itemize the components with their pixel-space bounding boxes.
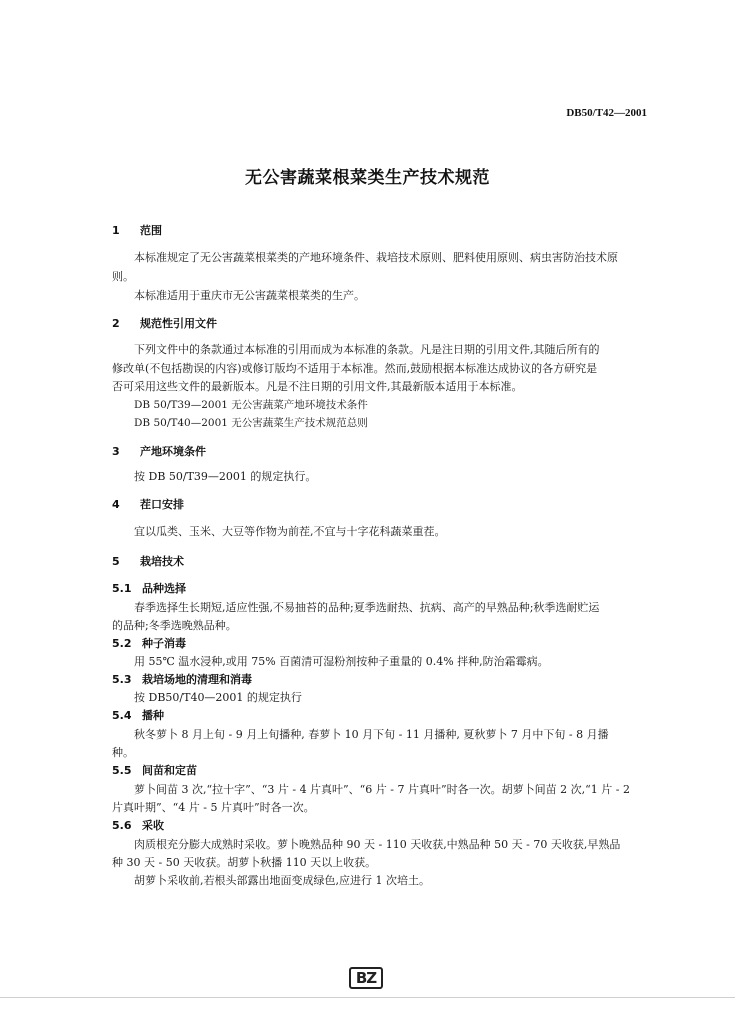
subsection-5-6-line-2: 种 30 天 - 50 天收获。胡萝卜秋播 110 天以上收获。 [112,856,377,869]
subsection-5-1-line-2: 的品种;冬季选晚熟品种。 [112,619,237,632]
subsection-5-5-line-1: 萝卜间苗 3 次,“拉十字”、“3 片 - 4 片真叶”、“6 片 - 7 片真叶”时各一次。胡萝卜间苗 2 次,“1 片 - 2 [134,783,630,796]
section-4-paragraph: 宜以瓜类、玉米、大豆等作物为前茬,不宜与十字花科蔬菜重茬。 [134,525,446,538]
section-5-heading: 5 栽培技术 [112,555,184,568]
document-number: DB50/T42—2001 [566,107,647,119]
section-1-paragraph-1-line-1: 本标准规定了无公害蔬菜根菜类的产地环境条件、栽培技术原则、肥料使用原则、病虫害防治技术原 [134,251,618,264]
section-3-paragraph: 按 DB 50/T39—2001 的规定执行。 [134,470,317,483]
subsection-5-3-heading: 5.3 栽培场地的清理和消毒 [112,673,252,686]
subsection-5-2-heading: 5.2 种子消毒 [112,637,186,650]
footer-divider [0,997,735,998]
subsection-5-4-line-2: 种。 [112,746,134,759]
subsection-5-3-line-1: 按 DB50/T40—2001 的规定执行 [134,691,302,704]
subsection-5-5-heading: 5.5 间苗和定苗 [112,764,197,777]
page-title: 无公害蔬菜根菜类生产技术规范 [245,168,490,188]
section-1-paragraph-2: 本标准适用于重庆市无公害蔬菜根菜类的生产。 [134,289,365,302]
section-3-heading: 3 产地环境条件 [112,445,206,458]
reference-item: DB 50/T39—2001 无公害蔬菜产地环境技术条件 [134,399,368,411]
subsection-5-5-line-2: 片真叶期”、“4 片 - 5 片真叶”时各一次。 [112,801,315,814]
section-4-heading: 4 茬口安排 [112,498,184,511]
section-2-heading: 2 规范性引用文件 [112,317,217,330]
subsection-5-2-line-1: 用 55℃ 温水浸种,或用 75% 百菌清可湿粉剂按种子重量的 0.4% 拌种,防治霜霉病。 [134,655,549,668]
subsection-5-6-heading: 5.6 采收 [112,819,164,832]
subsection-5-6-line-1: 肉质根充分膨大成熟时采收。萝卜晚熟品种 90 天 - 110 天收获,中熟品种 50 天 - 70 天收获,早熟品 [134,838,621,851]
section-2-paragraph-line-1: 下列文件中的条款通过本标准的引用而成为本标准的条款。凡是注日期的引用文件,其随后所有的 [134,343,600,356]
subsection-5-4-heading: 5.4 播种 [112,709,164,722]
publisher-logo: BZ [349,967,383,989]
subsection-5-1-heading: 5.1 品种选择 [112,582,186,595]
subsection-5-6-line-3: 胡萝卜采收前,若根头部露出地面变成绿色,应进行 1 次培土。 [134,874,430,887]
subsection-5-4-line-1: 秋冬萝卜 8 月上旬 - 9 月上旬播种, 春萝卜 10 月下旬 - 11 月播种, 夏秋萝卜 7 月中下旬 - 8 月播 [134,728,609,741]
section-2-paragraph-line-3: 否可采用这些文件的最新版本。凡是不注日期的引用文件,其最新版本适用于本标准。 [112,380,523,393]
section-1-paragraph-1-line-2: 则。 [112,270,134,283]
subsection-5-1-line-1: 春季选择生长期短,适应性强,不易抽苔的品种;夏季选耐热、抗病、高产的早熟品种;秋季选耐贮运 [134,601,600,614]
reference-item: DB 50/T40—2001 无公害蔬菜生产技术规范总则 [134,417,368,429]
section-1-heading: 1 范围 [112,224,162,237]
section-2-paragraph-line-2: 修改单(不包括勘误的内容)或修订版均不适用于本标准。然而,鼓励根据本标准达成协议的各方研究是 [112,362,598,375]
